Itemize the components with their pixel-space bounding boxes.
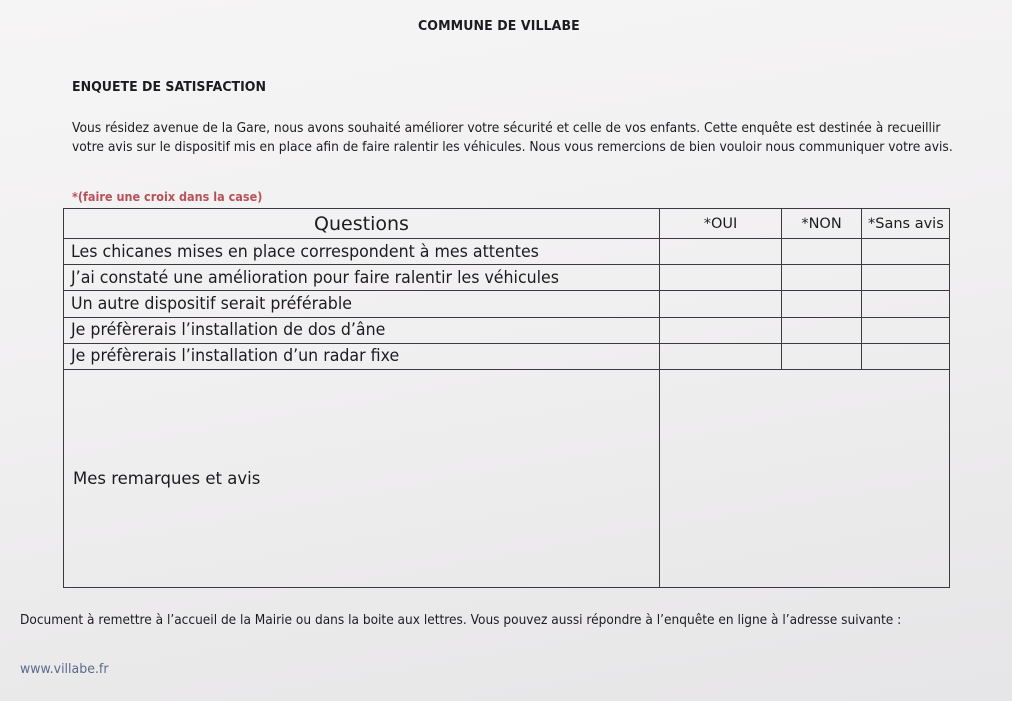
checkbox-sans-avis[interactable] <box>862 317 950 343</box>
table-row <box>64 239 950 265</box>
table-row <box>64 343 950 369</box>
table-row <box>64 317 950 343</box>
checkbox-oui[interactable] <box>660 291 782 317</box>
instruction-note: *(faire une croix dans la case) <box>72 189 263 204</box>
checkbox-non[interactable] <box>782 343 862 369</box>
intro-line-1: Vous résidez avenue de la Gare, nous avons souhaité améliorer votre sécurité et celle de vos enfants. Cette enquête est destinée à recueillir <box>72 120 941 136</box>
checkbox-oui[interactable] <box>660 239 782 265</box>
question-text: J’ai constaté une amélioration pour faire ralentir les véhicules <box>64 265 660 291</box>
header-questions: Questions <box>64 209 660 239</box>
remarks-field[interactable] <box>660 370 950 588</box>
intro-line-2: votre avis sur le dispositif mis en place afin de faire ralentir les véhicules. Nous vous remercions de bien vouloir nous communiquer votre avis. <box>72 139 953 155</box>
checkbox-non[interactable] <box>782 291 862 317</box>
table-header-row <box>64 209 950 239</box>
footer-note: Document à remettre à l’accueil de la Mairie ou dans la boite aux lettres. Vous pouvez aussi répondre à l’enquête en ligne à l’adresse suivante : <box>20 613 902 628</box>
checkbox-non[interactable] <box>782 265 862 291</box>
table-row <box>64 291 950 317</box>
question-text: Je préfèrerais l’installation d’un radar fixe <box>64 343 660 369</box>
checkbox-sans-avis[interactable] <box>862 291 950 317</box>
organization-heading: COMMUNE DE VILLABE <box>418 18 580 34</box>
checkbox-sans-avis[interactable] <box>862 239 950 265</box>
checkbox-non[interactable] <box>782 239 862 265</box>
checkbox-oui[interactable] <box>660 343 782 369</box>
header-oui: *OUI <box>660 209 782 239</box>
checkbox-non[interactable] <box>782 317 862 343</box>
question-text: Les chicanes mises en place correspondent à mes attentes <box>64 239 660 265</box>
checkbox-oui[interactable] <box>660 265 782 291</box>
checkbox-oui[interactable] <box>660 317 782 343</box>
survey-title: ENQUETE DE SATISFACTION <box>72 79 266 95</box>
table-row <box>64 265 950 291</box>
question-text: Un autre dispositif serait préférable <box>64 291 660 317</box>
remarks-row <box>64 370 950 588</box>
header-sans-avis: *Sans avis <box>862 209 950 239</box>
survey-table <box>63 208 950 588</box>
question-text: Je préfèrerais l’installation de dos d’âne <box>64 317 660 343</box>
website-link[interactable]: www.villabe.fr <box>20 661 109 677</box>
remarks-label: Mes remarques et avis <box>64 370 660 588</box>
header-non: *NON <box>782 209 862 239</box>
intro-paragraph <box>72 119 953 157</box>
checkbox-sans-avis[interactable] <box>862 343 950 369</box>
checkbox-sans-avis[interactable] <box>862 265 950 291</box>
